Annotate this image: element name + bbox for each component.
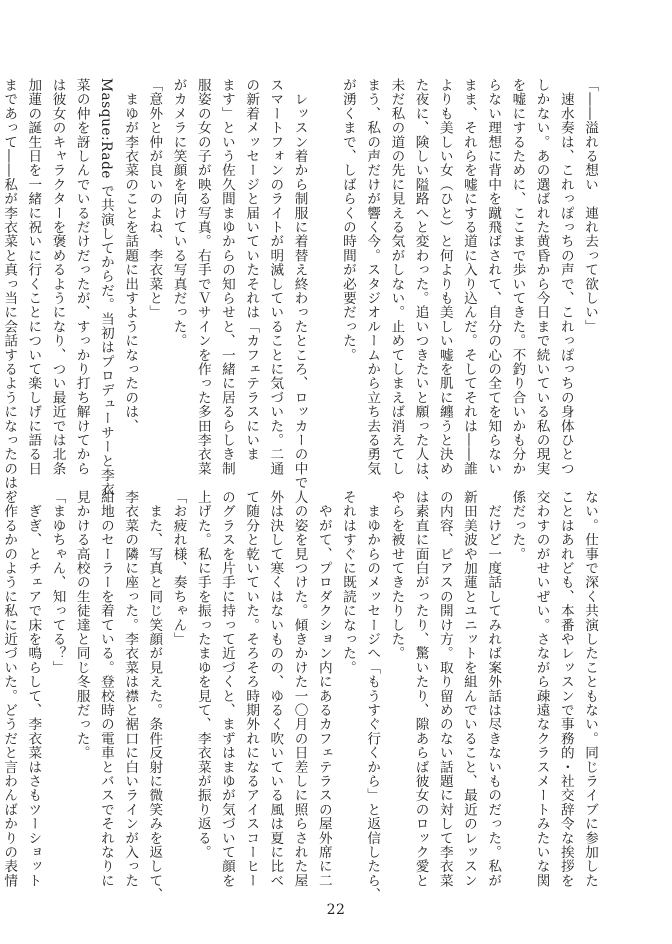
text-line: 速水奏は、これっぽっちの声で、これっぽっちの身体ひとつ	[557, 78, 574, 476]
text-line: 「――溢れる想い 連れ去って欲しい」	[582, 78, 598, 334]
text-line: の新着メッセージと届いていたそれは「カフェテラスにいま	[243, 78, 260, 462]
text-line: Masque:Rade で共演してからだ。当初はプロデューサーと李衣	[97, 78, 114, 497]
text-line: まう、私の声だけが響く今。スタジオルームから立ち去る勇気	[364, 78, 381, 476]
text-line: がカメラに笑顔を向けている写真だった。	[170, 78, 187, 348]
text-line: のグラスを片手に持って近づくと、まずはまゆが気づいて顔を	[218, 490, 235, 888]
text-line: ます」という佐久間まゆからの知らせと、一緒に居るらしき制	[218, 78, 235, 476]
text-line: ことはあれども、本番やレッスンで事務的・社交辞令な挨拶を	[557, 490, 574, 888]
text-line: それはすぐに既読になった。	[339, 490, 356, 675]
text-line: だけど一度話してみれば案外話は尽きないものだった。私が	[485, 490, 502, 888]
text-line: レッスン着から制服に着替え終わったところ、ロッカーの中で	[291, 78, 308, 490]
text-line: 「まゆちゃん、知ってる？」	[49, 490, 66, 675]
text-line: て随分と乾いていた。そろそろ時期外れになるアイスコーヒー	[243, 490, 260, 888]
text-line: やらを被せてきたりした。	[388, 490, 405, 661]
text-line: まゆが李衣菜のことを話題に出すようになったのは、	[122, 78, 139, 433]
text-line: 見かける高校の生徒達と同じ冬服だった。	[73, 490, 90, 760]
text-line: た夜に、険しい隘路へと変わった。追いつきたいと願った人は、	[412, 78, 429, 490]
text-line: を嘘にするために、ここまで歩いてきた。不釣り合いかも分か	[509, 78, 526, 476]
text-line: よりも美しい女（ひと）と何よりも美しい嘘を肌に纏うと決め	[436, 78, 453, 476]
text-line: 未だ私の道の先に見える気がしない。止めてしまえば消えてし	[388, 78, 405, 476]
text-line: 紺地のセーラーを着ている。登校時の電車とバスでそれなりに	[97, 490, 114, 888]
text-line: やがて、プロダクション内にあるカフェテラスの屋外席に二	[315, 490, 332, 888]
text-line: 「意外と仲が良いのよね、李衣菜と」	[146, 78, 163, 320]
text-line: 服姿の女の子が映る写真。右手でＶサインを作った多田李衣菜	[194, 78, 211, 476]
text-line: は彼女のキャラクターを褒めるようになり、つい最近では北条	[49, 78, 66, 476]
text-line: ぎぎ、とチェアで床を鳴らして、李衣菜はさもツーショット	[25, 490, 42, 888]
text-line: は素直に面白がったり、驚いたり、隙あらば彼女のロック愛と	[412, 490, 429, 888]
text-line: まゆからのメッセージへ「もうすぐ行くから」と返信したら、	[364, 490, 381, 902]
text-line: 加蓮の誕生日を一緒に祝いに行くことについて楽しげに語る日	[25, 78, 42, 476]
text-line: まであって――私が李衣菜と真っ当に会話するようになったのは、	[1, 78, 18, 504]
text-line: スマートフォンのライトが明滅していることに気づいた。二通	[267, 78, 284, 476]
text-line: 李衣菜の隣に座った。李衣菜は襟と裾口に白いラインが入った	[122, 490, 139, 888]
text-line: しかない。あの選ばれた黄昏から今日まで続いている私の現実	[533, 78, 550, 476]
text-line: ない。仕事で深く共演したこともない。同じライブに参加した	[582, 490, 598, 888]
text-line: の内容、ピアスの開け方。取り留めのない話題に対して李衣菜	[436, 490, 453, 888]
text-line: 係だった。	[509, 490, 526, 561]
text-line: まま、それらを嘘にする道に入り込んだ。そしてそれは――誰	[460, 78, 477, 476]
text-block-lower	[1, 490, 602, 902]
text-line: 上げた。私に手を振ったまゆを見て、李衣菜が振り返る。	[194, 490, 211, 860]
text-line: が湧くまで、しばらくの時間が必要だった。	[339, 78, 356, 362]
text-line: 外は決して寒くはないものの、ゆるく吹いている風は夏に比べ	[267, 490, 284, 888]
text-block-upper	[1, 78, 602, 504]
text-line: らない理想に背中を蹴飛ばされて、自分の心の全てを知らない	[485, 78, 502, 476]
text-line: 「お疲れ様、奏ちゃん」	[170, 490, 187, 647]
page-number: 22	[326, 902, 346, 918]
text-line: 人の姿を見つけた。傾きかけた一〇月の日差しに照らされた屋	[291, 490, 308, 888]
text-line: 交わすのがせいぜい。さながら疎遠なクラスメートみたいな関	[533, 490, 550, 888]
text-line	[312, 78, 336, 470]
text-line: を作るかのように私に近づいた。どうだと言わんばかりの表情	[1, 490, 18, 888]
text-line: また、写真と同じ笑顔が見えた。条件反射に微笑みを返して、	[146, 490, 163, 902]
text-line: 菜の仲を訝しんでいるだけだったが、すっかり打ち解けてから	[73, 78, 90, 476]
text-line: 新田美波や加蓮とユニットを組んでいること、最近のレッスン	[460, 490, 477, 888]
